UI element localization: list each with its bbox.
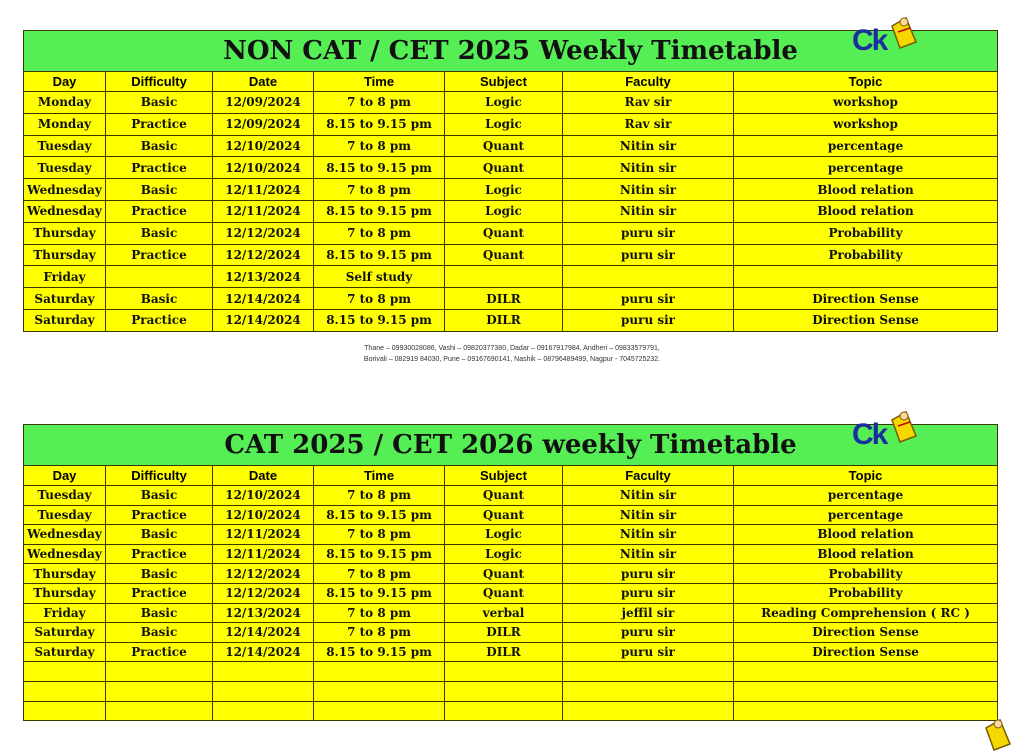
trophy-icon (980, 716, 1016, 752)
cell-subject: Quant (445, 135, 563, 157)
cell-subject: Logic (445, 544, 563, 564)
table-row (24, 583, 998, 603)
cell-time: 7 to 8 pm (314, 135, 445, 157)
cell-time: 8.15 to 9.15 pm (314, 157, 445, 179)
cell-difficulty: Basic (106, 525, 213, 545)
cell-difficulty (106, 701, 213, 721)
cell-time: 7 to 8 pm (314, 222, 445, 244)
cell-subject: Logic (445, 92, 563, 114)
cell-day: Saturday (24, 309, 106, 331)
cell-date: 12/10/2024 (213, 486, 314, 506)
cell-time: 8.15 to 9.15 pm (314, 583, 445, 603)
cell-difficulty: Practice (106, 113, 213, 135)
cell-day: Saturday (24, 642, 106, 662)
cell-faculty: puru sir (563, 244, 734, 266)
cell-faculty: Rav sir (563, 113, 734, 135)
cell-subject: Quant (445, 564, 563, 584)
cell-topic: Reading Comprehension ( RC ) (734, 603, 998, 623)
cell-difficulty: Basic (106, 603, 213, 623)
cell-day: Wednesday (24, 179, 106, 201)
cell-day: Thursday (24, 222, 106, 244)
cell-date (213, 681, 314, 701)
cell-topic: Probability (734, 244, 998, 266)
cell-day: Friday (24, 603, 106, 623)
cell-difficulty: Practice (106, 200, 213, 222)
cell-faculty: Nitin sir (563, 179, 734, 201)
cell-faculty: Nitin sir (563, 505, 734, 525)
cell-day: Monday (24, 113, 106, 135)
cell-day: Tuesday (24, 135, 106, 157)
cell-faculty (563, 681, 734, 701)
cell-date: 12/10/2024 (213, 135, 314, 157)
cell-difficulty: Basic (106, 288, 213, 310)
cell-subject (445, 662, 563, 682)
cell-topic (734, 681, 998, 701)
cell-day (24, 681, 106, 701)
header-difficulty: Difficulty (106, 466, 213, 486)
cell-topic: percentage (734, 505, 998, 525)
cell-faculty: Nitin sir (563, 525, 734, 545)
cell-time: 8.15 to 9.15 pm (314, 642, 445, 662)
cell-subject: Logic (445, 525, 563, 545)
cell-topic (734, 266, 998, 288)
cell-time: 7 to 8 pm (314, 564, 445, 584)
table-row (24, 135, 998, 157)
header-topic: Topic (734, 466, 998, 486)
cell-subject: Quant (445, 157, 563, 179)
cell-topic: Blood relation (734, 525, 998, 545)
table-row (24, 486, 998, 506)
cell-faculty: Nitin sir (563, 486, 734, 506)
header-date: Date (213, 72, 314, 92)
cell-topic (734, 662, 998, 682)
table-row (24, 525, 998, 545)
cell-topic: workshop (734, 113, 998, 135)
cell-time: 8.15 to 9.15 pm (314, 505, 445, 525)
cell-difficulty: Basic (106, 92, 213, 114)
cell-subject: Quant (445, 583, 563, 603)
cell-time (314, 701, 445, 721)
cell-time: 7 to 8 pm (314, 486, 445, 506)
cell-difficulty: Basic (106, 179, 213, 201)
ck-logo-icon (852, 412, 922, 451)
header-topic: Topic (734, 72, 998, 92)
cell-difficulty: Basic (106, 564, 213, 584)
table-row (24, 309, 998, 331)
table-row (24, 505, 998, 525)
header-subject: Subject (445, 72, 563, 92)
cell-topic: Probability (734, 564, 998, 584)
cell-date: 12/10/2024 (213, 505, 314, 525)
cell-faculty: puru sir (563, 642, 734, 662)
table-row (24, 701, 998, 721)
cell-topic: Probability (734, 222, 998, 244)
cell-faculty: Rav sir (563, 92, 734, 114)
cell-date: 12/12/2024 (213, 564, 314, 584)
cell-difficulty (106, 681, 213, 701)
cell-faculty: jeffil sir (563, 603, 734, 623)
cell-date: 12/09/2024 (213, 113, 314, 135)
cell-time: 7 to 8 pm (314, 525, 445, 545)
cell-time: 8.15 to 9.15 pm (314, 200, 445, 222)
table-row (24, 244, 998, 266)
cell-faculty: puru sir (563, 309, 734, 331)
cell-subject: Quant (445, 244, 563, 266)
cell-date: 12/14/2024 (213, 309, 314, 331)
cell-topic: Direction Sense (734, 288, 998, 310)
cell-difficulty: Practice (106, 157, 213, 179)
timetable-cat (23, 424, 998, 721)
contact-line-1: Thane – 09930028086, Vashi – 09820377380, Dadar – 09167917984, Andheri – 09833579791, (364, 345, 660, 352)
cell-time: 7 to 8 pm (314, 179, 445, 201)
header-time: Time (314, 72, 445, 92)
cell-faculty (563, 266, 734, 288)
contact-info (0, 343, 1024, 365)
cell-date: 12/11/2024 (213, 200, 314, 222)
cell-date (213, 662, 314, 682)
table-row (24, 266, 998, 288)
cell-subject: DILR (445, 288, 563, 310)
cell-faculty: puru sir (563, 564, 734, 584)
cell-faculty: Nitin sir (563, 135, 734, 157)
cell-difficulty: Practice (106, 244, 213, 266)
cell-subject: DILR (445, 623, 563, 643)
table-row (24, 222, 998, 244)
cell-difficulty (106, 266, 213, 288)
cell-difficulty: Basic (106, 222, 213, 244)
table-row (24, 623, 998, 643)
cell-day (24, 701, 106, 721)
cell-difficulty: Practice (106, 642, 213, 662)
cell-day (24, 662, 106, 682)
header-row (24, 72, 998, 92)
cell-date: 12/14/2024 (213, 623, 314, 643)
timetable-title-text: CAT 2025 / CET 2026 weekly Timetable (224, 430, 797, 460)
timetable-non-cat (23, 30, 998, 332)
table-row (24, 92, 998, 114)
cell-difficulty (106, 662, 213, 682)
cell-day: Wednesday (24, 200, 106, 222)
cell-date: 12/12/2024 (213, 583, 314, 603)
cell-date: 12/11/2024 (213, 544, 314, 564)
header-faculty: Faculty (563, 466, 734, 486)
cell-subject (445, 266, 563, 288)
cell-faculty: puru sir (563, 623, 734, 643)
cell-subject: Quant (445, 505, 563, 525)
header-day: Day (24, 72, 106, 92)
cell-time: 8.15 to 9.15 pm (314, 544, 445, 564)
cell-faculty: puru sir (563, 222, 734, 244)
trophy-icon (886, 408, 922, 444)
cell-faculty: Nitin sir (563, 200, 734, 222)
trophy-icon (886, 14, 922, 50)
cell-date: 12/12/2024 (213, 244, 314, 266)
header-faculty: Faculty (563, 72, 734, 92)
cell-subject (445, 701, 563, 721)
cell-subject: Quant (445, 222, 563, 244)
cell-difficulty: Practice (106, 544, 213, 564)
header-difficulty: Difficulty (106, 72, 213, 92)
cell-subject: verbal (445, 603, 563, 623)
cell-day: Friday (24, 266, 106, 288)
cell-faculty (563, 662, 734, 682)
cell-date (213, 701, 314, 721)
cell-subject: Logic (445, 200, 563, 222)
cell-faculty: puru sir (563, 583, 734, 603)
cell-time: 8.15 to 9.15 pm (314, 244, 445, 266)
cell-difficulty: Basic (106, 486, 213, 506)
table-row (24, 681, 998, 701)
cell-day: Tuesday (24, 157, 106, 179)
cell-difficulty: Practice (106, 583, 213, 603)
header-row (24, 466, 998, 486)
header-time: Time (314, 466, 445, 486)
table-row (24, 200, 998, 222)
table-row (24, 642, 998, 662)
cell-subject (445, 681, 563, 701)
cell-topic: percentage (734, 135, 998, 157)
cell-topic: Blood relation (734, 179, 998, 201)
cell-difficulty: Basic (106, 135, 213, 157)
cell-day: Thursday (24, 244, 106, 266)
cell-difficulty: Practice (106, 505, 213, 525)
table-row (24, 113, 998, 135)
table-row (24, 603, 998, 623)
cell-date: 12/14/2024 (213, 288, 314, 310)
cell-time: 7 to 8 pm (314, 92, 445, 114)
cell-subject: Logic (445, 179, 563, 201)
header-subject: Subject (445, 466, 563, 486)
ck-logo-icon (852, 18, 922, 57)
cell-day: Monday (24, 92, 106, 114)
cell-day: Thursday (24, 564, 106, 584)
cell-day: Tuesday (24, 486, 106, 506)
table-row (24, 662, 998, 682)
cell-date: 12/11/2024 (213, 179, 314, 201)
table-row (24, 179, 998, 201)
cell-difficulty: Basic (106, 623, 213, 643)
table-row (24, 564, 998, 584)
cell-date: 12/10/2024 (213, 157, 314, 179)
cell-topic: Direction Sense (734, 309, 998, 331)
ck-logo-icon (950, 716, 1020, 752)
cell-date: 12/09/2024 (213, 92, 314, 114)
cell-day: Saturday (24, 288, 106, 310)
cell-topic: Direction Sense (734, 623, 998, 643)
cell-faculty: puru sir (563, 288, 734, 310)
table-row (24, 288, 998, 310)
cell-subject: Logic (445, 113, 563, 135)
cell-topic: percentage (734, 486, 998, 506)
cell-topic: Probability (734, 583, 998, 603)
cell-time: 7 to 8 pm (314, 603, 445, 623)
cell-topic: Blood relation (734, 200, 998, 222)
cell-difficulty: Practice (106, 309, 213, 331)
cell-day: Wednesday (24, 544, 106, 564)
cell-day: Wednesday (24, 525, 106, 545)
cell-faculty: Nitin sir (563, 544, 734, 564)
logo-text: Ck (852, 418, 887, 451)
cell-day: Thursday (24, 583, 106, 603)
cell-time: 8.15 to 9.15 pm (314, 113, 445, 135)
cell-time (314, 662, 445, 682)
cell-time (314, 681, 445, 701)
cell-time: Self study (314, 266, 445, 288)
cell-topic: percentage (734, 157, 998, 179)
cell-subject: Quant (445, 486, 563, 506)
cell-topic: Blood relation (734, 544, 998, 564)
logo-text: Ck (852, 24, 887, 57)
contact-line-2: Borivali – 082919 84030, Pune – 09167690141, Nashik – 08796489499, Nagpur - 7045725232. (363, 356, 661, 363)
cell-day: Tuesday (24, 505, 106, 525)
timetable-title-text: NON CAT / CET 2025 Weekly Timetable (223, 36, 798, 66)
cell-day: Saturday (24, 623, 106, 643)
cell-time: 8.15 to 9.15 pm (314, 309, 445, 331)
cell-time: 7 to 8 pm (314, 623, 445, 643)
cell-time: 7 to 8 pm (314, 288, 445, 310)
cell-topic: Direction Sense (734, 642, 998, 662)
header-day: Day (24, 466, 106, 486)
header-date: Date (213, 466, 314, 486)
cell-date: 12/14/2024 (213, 642, 314, 662)
cell-date: 12/13/2024 (213, 266, 314, 288)
cell-date: 12/13/2024 (213, 603, 314, 623)
table-row (24, 544, 998, 564)
table-row (24, 157, 998, 179)
cell-topic: workshop (734, 92, 998, 114)
cell-date: 12/11/2024 (213, 525, 314, 545)
cell-subject: DILR (445, 309, 563, 331)
cell-faculty (563, 701, 734, 721)
cell-faculty: Nitin sir (563, 157, 734, 179)
cell-subject: DILR (445, 642, 563, 662)
cell-date: 12/12/2024 (213, 222, 314, 244)
